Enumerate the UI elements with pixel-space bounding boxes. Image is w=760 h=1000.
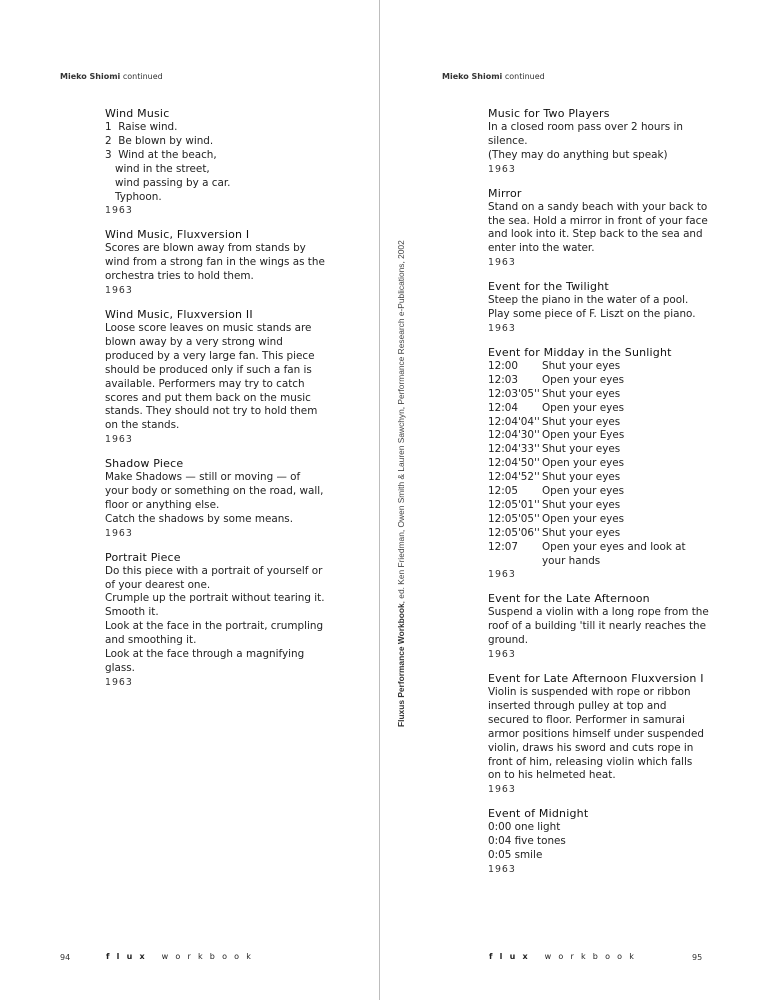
piece-line: Catch the shadows by some means.	[105, 512, 294, 525]
piece-year: 1963	[105, 205, 133, 217]
piece-line: front of him, releasing violin which falls	[488, 755, 693, 768]
piece-event-for-midday	[488, 346, 720, 583]
schedule-time: 12:04	[488, 401, 518, 414]
schedule-action: Open your eyes	[542, 373, 625, 386]
piece-line: Look at the face through a magnifying	[105, 648, 305, 661]
piece-line: Typhoon.	[115, 190, 162, 203]
piece-line: roof of a building 'till it nearly reaches the	[488, 620, 707, 633]
piece-event-of-midnight	[488, 807, 720, 877]
piece-line: (They may do anything but speak)	[488, 148, 668, 161]
piece-year: 1963	[105, 434, 133, 446]
piece-line: violin, draws his sword and cuts rope in	[488, 741, 694, 754]
schedule-row	[488, 499, 686, 513]
piece-wind-music-fluxversion-2	[105, 308, 335, 447]
credit-details: , ed. Ken Friedman, Owen Smith & Lauren Sawchyn, Performance Research e-Publications, 2002	[396, 240, 406, 604]
piece-year: 1963	[488, 322, 516, 334]
piece-line: Make Shadows — still or moving — of	[105, 471, 301, 484]
schedule-row	[488, 513, 686, 527]
piece-line: enter into the water.	[488, 242, 595, 255]
schedule-time: 12:05'01''	[488, 498, 540, 511]
piece-event-for-the-twilight	[488, 280, 720, 336]
footer-brand-right	[489, 952, 641, 961]
piece-line: Smooth it.	[105, 606, 159, 619]
piece-line: blown away by a very strong wind	[105, 335, 283, 348]
piece-line: secured to floor. Performer in samurai	[488, 713, 685, 726]
left-column	[105, 107, 335, 700]
piece-line: 1 Raise wind.	[105, 121, 178, 133]
piece-line: silence.	[488, 134, 528, 147]
piece-title: Wind Music, Fluxversion II	[105, 307, 253, 321]
piece-title: Wind Music, Fluxversion I	[105, 228, 250, 242]
piece-line: Steep the piano in the water of a pool.	[488, 294, 689, 307]
schedule-row	[488, 471, 686, 485]
schedule-time: 12:04'50''	[488, 457, 540, 470]
piece-line: Do this piece with a portrait of yourself or	[105, 564, 323, 577]
piece-line: Play some piece of F. Liszt on the piano.	[488, 308, 696, 321]
schedule-row	[488, 443, 686, 457]
schedule-action: Shut your eyes	[542, 526, 621, 539]
piece-title: Event for the Late Afternoon	[488, 592, 650, 606]
piece-line: on the stands.	[105, 419, 180, 432]
schedule-action: Shut your eyes	[542, 498, 621, 511]
piece-title: Wind Music	[105, 107, 170, 120]
schedule-row	[488, 485, 686, 499]
piece-year: 1963	[488, 784, 516, 796]
piece-year: 1963	[105, 527, 133, 539]
schedule-time: 12:03	[488, 373, 518, 386]
piece-line: scores and put them back on the music	[105, 391, 311, 404]
author-name: Mieko Shiomi	[442, 72, 503, 81]
page-gutter	[379, 0, 380, 1000]
piece-line: on to his helmeted heat.	[488, 769, 616, 782]
schedule-action: Shut your eyes	[542, 359, 621, 372]
piece-title: Shadow Piece	[105, 457, 184, 471]
piece-mirror	[488, 187, 720, 271]
piece-title: Event for the Twilight	[488, 280, 609, 294]
running-head-right	[442, 72, 545, 81]
schedule-action: Open your eyes and look at	[542, 540, 686, 553]
piece-line: wind from a strong fan in the wings as the	[105, 256, 325, 269]
author-name: Mieko Shiomi	[60, 72, 121, 81]
book-title: Fluxus Performance Workbook	[396, 603, 406, 727]
schedule-row	[488, 374, 686, 388]
piece-year: 1963	[105, 285, 133, 297]
schedule-time: 12:04'04''	[488, 415, 540, 428]
piece-year: 1963	[488, 569, 516, 581]
schedule-action: Shut your eyes	[542, 443, 621, 456]
piece-line: 0:04 five tones	[488, 835, 566, 848]
piece-line: and smoothing it.	[105, 634, 197, 647]
schedule-time	[488, 555, 542, 569]
piece-line: available. Performers may try to catch	[105, 377, 305, 390]
continued-label: continued	[122, 72, 163, 81]
piece-line: stands. They should not try to hold them	[105, 405, 318, 418]
vertical-credit	[396, 240, 406, 728]
page-number-right: 95	[692, 953, 703, 962]
schedule-action: Open your eyes	[542, 457, 625, 470]
piece-event-for-late-afternoon	[488, 592, 720, 662]
schedule-action: Shut your eyes	[542, 387, 621, 400]
piece-line: of your dearest one.	[105, 578, 211, 591]
schedule-time: 12:05'06''	[488, 526, 540, 539]
piece-line: Crumple up the portrait without tearing it.	[105, 592, 325, 605]
piece-line: floor or anything else.	[105, 498, 220, 511]
schedule-time: 12:05	[488, 485, 518, 498]
brand-flux: flux	[106, 952, 152, 961]
brand-workbook: workbook	[544, 952, 642, 961]
piece-year: 1963	[105, 676, 133, 688]
piece-year: 1963	[488, 163, 516, 175]
piece-music-for-two-players	[488, 107, 720, 177]
schedule-row	[488, 388, 686, 402]
schedule-row	[488, 402, 686, 416]
piece-title: Event for Late Afternoon Fluxversion I	[488, 672, 704, 685]
piece-line: 3 Wind at the beach,	[105, 148, 217, 161]
piece-line: Scores are blown away from stands by	[105, 242, 306, 255]
piece-title: Portrait Piece	[105, 550, 181, 564]
schedule-time: 12:03'05''	[488, 387, 540, 400]
running-head-left	[60, 72, 163, 81]
schedule-action: Shut your eyes	[542, 415, 621, 428]
brand-workbook: workbook	[161, 952, 259, 961]
piece-wind-music	[105, 107, 335, 218]
piece-year: 1963	[488, 649, 516, 661]
piece-line: glass.	[105, 662, 135, 674]
piece-wind-music-fluxversion-1	[105, 228, 335, 298]
schedule-time: 12:04'33''	[488, 443, 540, 456]
piece-line: and look into it. Step back to the sea and	[488, 228, 703, 241]
schedule-row	[488, 541, 686, 555]
midday-schedule	[488, 360, 686, 569]
piece-line: wind in the street,	[115, 162, 210, 175]
piece-line: 0:05 smile	[488, 849, 543, 862]
piece-line: ground.	[488, 634, 529, 647]
schedule-row	[488, 416, 686, 430]
piece-shadow-piece	[105, 457, 335, 541]
piece-line: Look at the face in the portrait, crumpling	[105, 620, 324, 633]
piece-title: Mirror	[488, 186, 522, 200]
schedule-action: your hands	[542, 554, 601, 567]
vertical-credit-text	[396, 240, 406, 727]
schedule-action: Open your Eyes	[542, 429, 625, 442]
schedule-row	[488, 457, 686, 471]
piece-line: Suspend a violin with a long rope from the	[488, 606, 709, 619]
schedule-row	[488, 555, 686, 569]
schedule-time: 12:04'52''	[488, 471, 540, 484]
piece-line: the sea. Hold a mirror in front of your face	[488, 214, 708, 227]
piece-year: 1963	[488, 863, 516, 875]
piece-line: inserted through pulley at top and	[488, 699, 667, 712]
schedule-time: 12:00	[488, 359, 518, 372]
piece-line: armor positions himself under suspended	[488, 727, 704, 740]
continued-label: continued	[504, 72, 545, 81]
brand-flux: flux	[489, 952, 535, 961]
piece-line: produced by a very large fan. This piece	[105, 349, 315, 362]
schedule-row	[488, 360, 686, 374]
schedule-time: 12:05'05''	[488, 512, 540, 525]
schedule-time: 12:07	[488, 540, 518, 553]
footer-brand-left	[106, 952, 258, 961]
piece-year: 1963	[488, 257, 516, 269]
piece-line: wind passing by a car.	[115, 176, 231, 189]
schedule-row	[488, 527, 686, 541]
piece-line: Stand on a sandy beach with your back to	[488, 200, 708, 213]
piece-title: Event for Midday in the Sunlight	[488, 345, 672, 359]
piece-line: your body or something on the road, wall,	[105, 485, 324, 498]
schedule-action: Open your eyes	[542, 485, 625, 498]
schedule-action: Open your eyes	[542, 512, 625, 525]
piece-line: In a closed room pass over 2 hours in	[488, 121, 683, 133]
page-number-left: 94	[60, 953, 71, 962]
piece-line: Violin is suspended with rope or ribbon	[488, 686, 691, 698]
piece-late-afternoon-fluxversion-1	[488, 672, 720, 797]
piece-title: Event of Midnight	[488, 807, 589, 821]
piece-title: Music for Two Players	[488, 107, 610, 120]
schedule-action: Shut your eyes	[542, 471, 621, 484]
schedule-row	[488, 429, 686, 443]
piece-line: orchestra tries to hold them.	[105, 270, 254, 283]
piece-line: 0:00 one light	[488, 821, 561, 834]
right-column	[488, 107, 720, 887]
piece-line: Loose score leaves on music stands are	[105, 321, 312, 334]
piece-portrait-piece	[105, 551, 335, 690]
schedule-action: Open your eyes	[542, 401, 625, 414]
piece-line: should be produced only if such a fan is	[105, 363, 312, 376]
piece-line: 2 Be blown by wind.	[105, 134, 214, 147]
schedule-time: 12:04'30''	[488, 429, 540, 442]
